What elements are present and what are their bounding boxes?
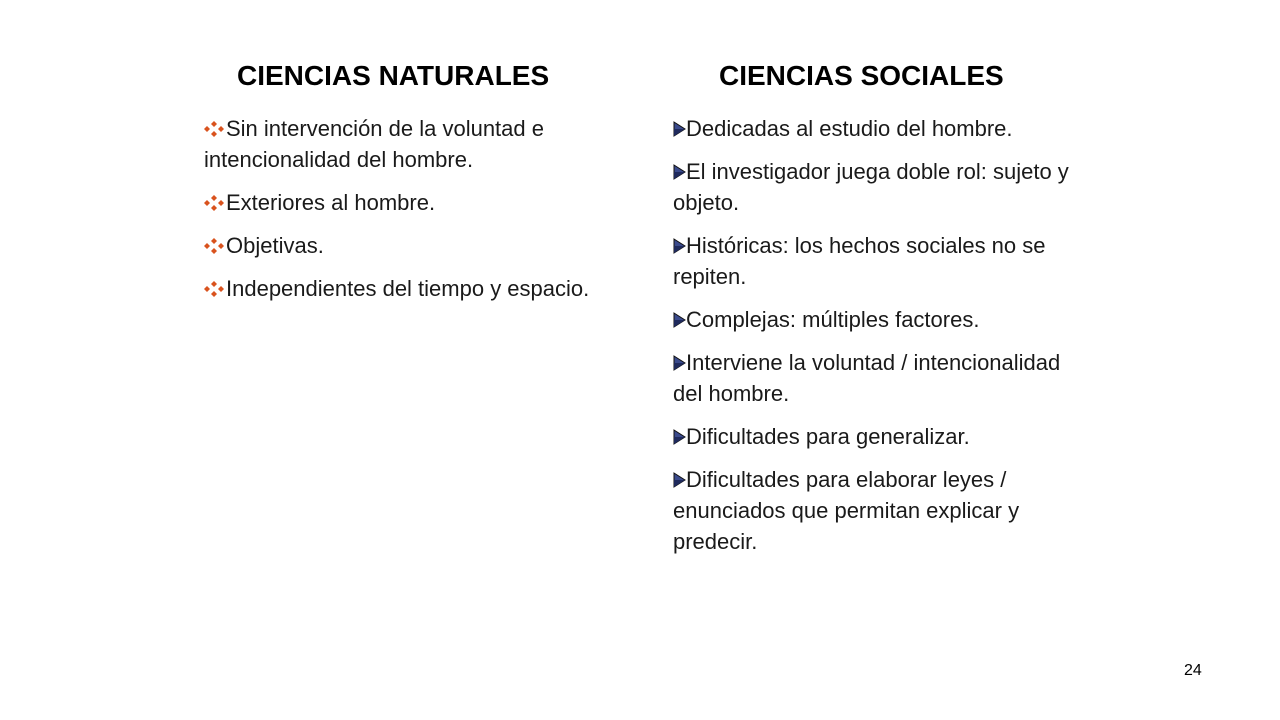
sociales-item-text: Interviene la voluntad / intencionalidad del hombre. <box>673 350 1061 406</box>
sociales-item-text: Dedicadas al estudio del hombre. <box>686 116 1013 141</box>
sociales-item <box>673 347 1093 409</box>
diamond-four-bullet-icon <box>204 188 226 204</box>
arrowhead-bullet-icon <box>673 422 686 438</box>
naturales-item-text: Sin intervención de la voluntad e intencionalidad del hombre. <box>204 116 544 172</box>
naturales-item <box>204 273 644 304</box>
arrowhead-bullet-icon <box>673 465 686 481</box>
naturales-item <box>204 187 644 218</box>
sociales-item <box>673 156 1093 218</box>
sociales-item <box>673 464 1093 557</box>
sociales-title: CIENCIAS SOCIALES <box>719 60 1004 91</box>
sociales-item-text: Complejas: múltiples factores. <box>686 307 980 332</box>
arrowhead-bullet-icon <box>673 114 686 130</box>
sociales-item <box>673 304 1093 335</box>
diamond-four-bullet-icon <box>204 231 226 247</box>
naturales-item-text: Independientes del tiempo y espacio. <box>226 276 590 301</box>
naturales-title: CIENCIAS NATURALES <box>237 60 550 91</box>
arrowhead-bullet-icon <box>673 348 686 364</box>
sociales-item <box>673 230 1093 292</box>
sociales-item-text: Históricas: los hechos sociales no se repiten. <box>673 233 1046 289</box>
sociales-item <box>673 113 1093 144</box>
arrowhead-bullet-icon <box>673 305 686 321</box>
sociales-item-text: Dificultades para elaborar leyes / enunciados que permitan explicar y predecir. <box>673 467 1020 554</box>
naturales-item <box>204 230 644 261</box>
arrowhead-bullet-icon <box>673 231 686 247</box>
diamond-four-bullet-icon <box>204 274 226 290</box>
sociales-item-text: El investigador juega doble rol: sujeto y objeto. <box>673 159 1069 215</box>
sociales-item <box>673 421 1093 452</box>
page-number: 24 <box>1184 662 1202 679</box>
naturales-item-text: Exteriores al hombre. <box>226 190 436 215</box>
diamond-four-bullet-icon <box>204 114 226 130</box>
arrowhead-bullet-icon <box>673 157 686 173</box>
naturales-list <box>204 113 644 316</box>
naturales-item <box>204 113 644 175</box>
sociales-list <box>673 113 1093 569</box>
sociales-item-text: Dificultades para generalizar. <box>686 424 970 449</box>
naturales-item-text: Objetivas. <box>226 233 324 258</box>
